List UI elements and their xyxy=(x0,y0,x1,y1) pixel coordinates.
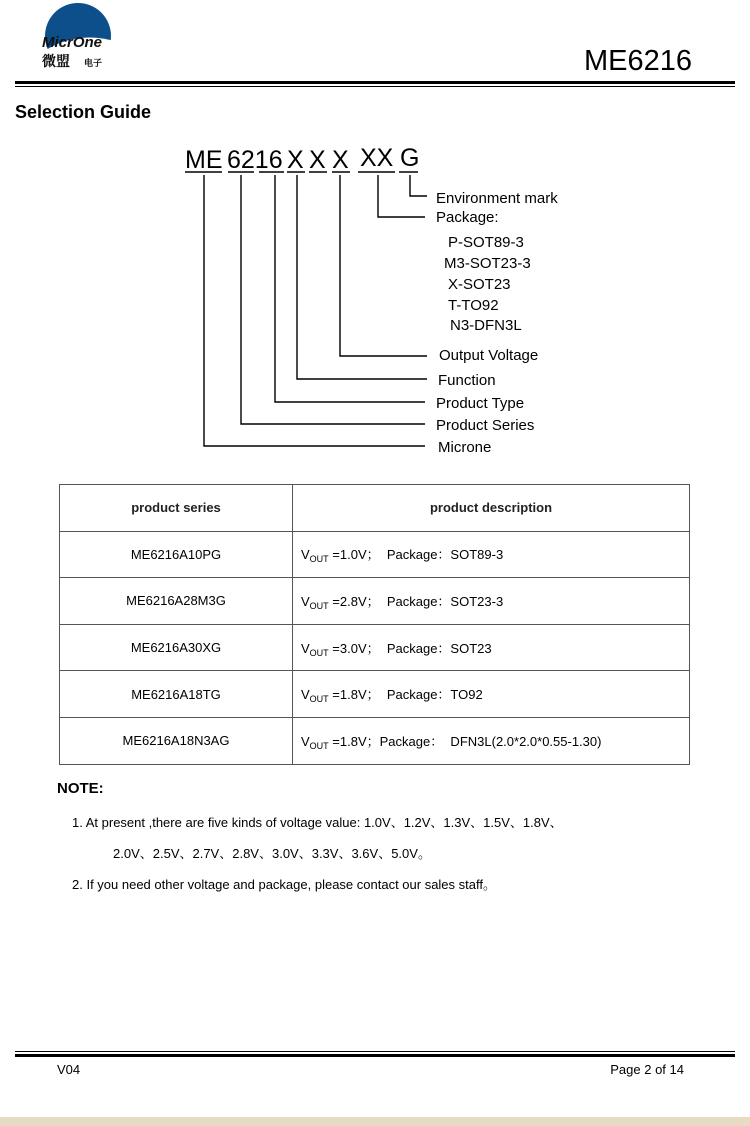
logo-text-latin: MicrOne xyxy=(42,34,103,51)
product-description-cell: $V_{OUT} =3.0V$； Package：SOT23 xyxy=(293,624,690,671)
product-series-cell: ME6216A28M3G xyxy=(60,578,293,625)
label-microne: Microne xyxy=(438,439,492,456)
table-header-row xyxy=(60,485,690,532)
footer-rule-thin xyxy=(15,1051,735,1052)
product-series-cell: ME6216A18TG xyxy=(60,671,293,718)
code-part-voltage1: X xyxy=(309,146,326,174)
package-option: N3-DFN3L xyxy=(450,317,522,334)
code-part-package: XX xyxy=(360,144,394,172)
product-description-cell: $V_{OUT} =1.8V$；Package： DFN3L(2.0*2.0*0.55-1.30) xyxy=(293,717,690,764)
package-option: T-TO92 xyxy=(448,297,499,314)
table-row xyxy=(60,717,690,764)
package-option: M3-SOT23-3 xyxy=(444,255,531,272)
code-part-6216: 6216 xyxy=(227,146,283,174)
product-description-cell: $V_{OUT} =2.8V$； Package：SOT23-3 xyxy=(293,578,690,625)
column-header: product description xyxy=(293,485,690,532)
table-row xyxy=(60,531,690,578)
package-option: P-SOT89-3 xyxy=(448,234,524,251)
label-function: Function xyxy=(438,372,496,389)
note-heading: NOTE: xyxy=(57,780,104,797)
code-part-voltage2: X xyxy=(332,146,349,174)
code-part-env: G xyxy=(400,144,420,172)
label-output-voltage: Output Voltage xyxy=(439,347,539,364)
section-title: Selection Guide xyxy=(15,102,152,122)
logo-text-cn-small: 电子 xyxy=(84,59,103,69)
header-rule-thin xyxy=(15,86,735,87)
product-series-cell: ME6216A10PG xyxy=(60,531,293,578)
column-header: product series xyxy=(60,485,293,532)
product-table xyxy=(59,484,690,765)
microne-logo xyxy=(38,2,122,72)
label-product-type: Product Type xyxy=(436,395,525,412)
label-environment-mark: Environment mark xyxy=(436,190,558,207)
header-rule xyxy=(15,81,735,84)
note-line: 2.0V、2.5V、2.7V、2.8V、3.0V、3.3V、3.6V、5.0V。 xyxy=(113,846,431,861)
package-option: X-SOT23 xyxy=(448,276,511,293)
label-package: Package: xyxy=(436,209,499,226)
product-series-cell: ME6216A30XG xyxy=(60,624,293,671)
document-title: ME6216 xyxy=(583,45,692,77)
footer-rule xyxy=(15,1054,735,1057)
logo-text-cn: 微盟 xyxy=(42,54,70,70)
selection-diagram xyxy=(0,138,750,468)
label-product-series: Product Series xyxy=(436,417,535,434)
bottom-border xyxy=(0,1117,750,1126)
product-description-cell: $V_{OUT} =1.0V$； Package：SOT89-3 xyxy=(293,531,690,578)
product-series-cell: ME6216A18N3AG xyxy=(60,717,293,764)
table-row xyxy=(60,578,690,625)
product-description-cell: $V_{OUT} =1.8V$； Package：TO92 xyxy=(293,671,690,718)
table-row xyxy=(60,671,690,718)
code-part-me: ME xyxy=(185,146,223,174)
note-line: 2. If you need other voltage and package, please contact our sales staff。 xyxy=(72,877,496,892)
note-line: 1. At present ,there are five kinds of voltage value: 1.0V、1.2V、1.3V、1.5V、1.8V、 xyxy=(72,815,563,830)
code-part-function: X xyxy=(287,146,304,174)
version-label: V04 xyxy=(57,1062,81,1077)
page-number: Page 2 of 14 xyxy=(610,1062,684,1077)
table-row xyxy=(60,624,690,671)
